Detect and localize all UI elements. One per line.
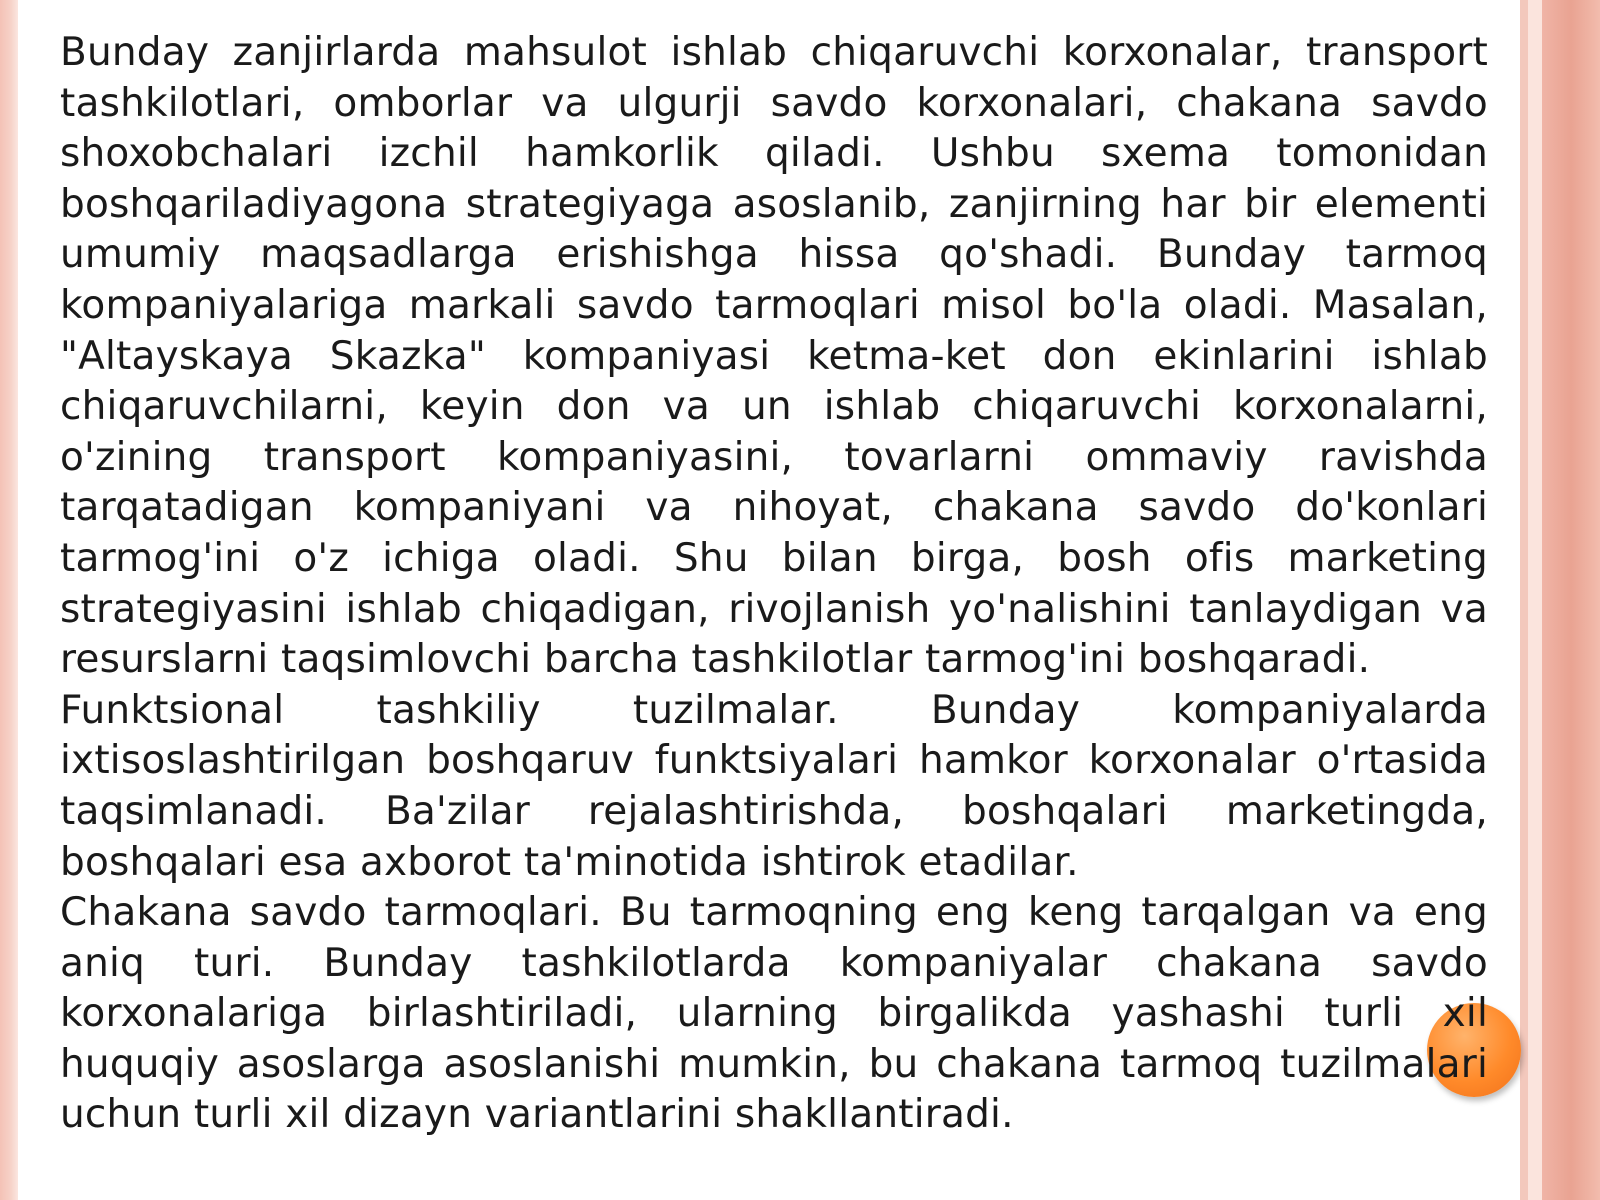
slide-body-text — [60, 28, 1488, 1141]
right-border-inner-stripe — [1520, 0, 1528, 1200]
right-border-gap-stripe — [1528, 0, 1542, 1200]
paragraph-functional-structures: Funktsional tashkiliy tuzilmalar. Bunday kompaniyalarda ixtisoslashtirilgan boshqaruv funktsiyalari hamkor korxonalar o'rtasida taqsimlanadi. Ba'zilar rejalashtirishda, boshqalari marketingda, boshqalari esa axborot ta'minotida ishtirok etadilar. — [60, 687, 1488, 885]
left-border-decoration — [0, 0, 18, 1200]
right-border-outer-stripe — [1542, 0, 1600, 1200]
paragraph-retail-networks: Chakana savdo tarmoqlari. Bu tarmoqning eng keng tarqalgan va eng aniq turi. Bunday tashkilotlarda kompaniyalar chakana savdo korxonalariga birlashtiriladi, ularning birgalikda yashashi turli xil huquqiy asoslarga asoslanishi mumkin, bu chakana tarmoq tuzilmalari uchun turli xil dizayn variantlarini shakllantiradi. — [60, 890, 1488, 1138]
paragraph-supply-chains: Bunday zanjirlarda mahsulot ishlab chiqaruvchi korxonalar, transport tashkilotlari, omborlar va ulgurji savdo korxonalari, chakana savdo shoxobchalari izchil hamkorlik qiladi. Ushbu sxema tomonidan boshqariladiyagona strategiyaga asoslanib, zanjirning har bir elementi umumiy maqsadlarga erishishga hissa qo'shadi. Bunday tarmoq kompaniyalariga markali savdo tarmoqlari misol bo'la oladi. Masalan, "Altayskaya Skazka" kompaniyasi ketma-ket don ekinlarini ishlab chiqaruvchilarni, keyin don va un ishlab chiqaruvchi korxonalarni, o'zining transport kompaniyasini, tovarlarni ommaviy ravishda tarqatadigan kompaniyani va nihoyat, chakana savdo do'konlari tarmog'ini o'z ichiga oladi. Shu bilan birga, bosh ofis marketing strategiyasini ishlab chiqadigan, rivojlanish yo'nalishini tanlaydigan va resurslarni taqsimlovchi barcha tashkilotlar tarmog'ini boshqaradi. — [60, 30, 1488, 683]
